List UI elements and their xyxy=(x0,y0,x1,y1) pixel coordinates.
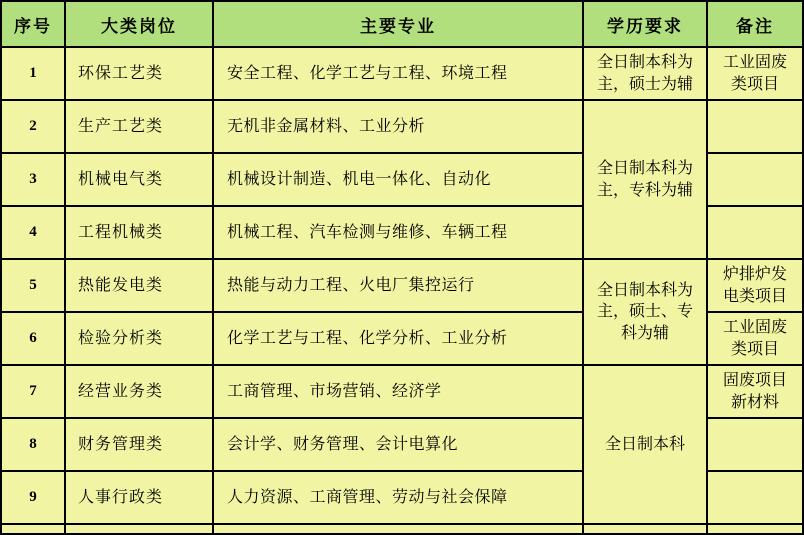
cell-category: 检验分析类 xyxy=(65,312,213,365)
cell-category: 工程机械类 xyxy=(65,206,213,259)
cell-remark xyxy=(707,153,803,206)
cell-majors: 工商管理、市场营销、经济学 xyxy=(213,365,583,418)
cell-majors xyxy=(213,524,583,534)
cell-remark: 工业固废类项目 xyxy=(707,312,803,365)
cell-remark xyxy=(707,524,803,534)
cell-education: 全日制本科为主，专科为辅 xyxy=(583,100,707,259)
cell-majors: 机械设计制造、机电一体化、自动化 xyxy=(213,153,583,206)
header-row xyxy=(1,1,803,47)
cell-remark xyxy=(707,418,803,471)
cell-category xyxy=(65,524,213,534)
header-majors: 主要专业 xyxy=(213,1,583,47)
cell-education xyxy=(583,524,707,534)
cell-no xyxy=(1,524,65,534)
cell-majors: 热能与动力工程、火电厂集控运行 xyxy=(213,259,583,312)
header-no: 序号 xyxy=(1,1,65,47)
cell-no: 6 xyxy=(1,312,65,365)
cell-no: 3 xyxy=(1,153,65,206)
cell-education: 全日制本科为主，硕士为辅 xyxy=(583,47,707,100)
cell-majors: 会计学、财务管理、会计电算化 xyxy=(213,418,583,471)
header-remark: 备注 xyxy=(707,1,803,47)
cell-remark xyxy=(707,471,803,524)
cell-category: 财务管理类 xyxy=(65,418,213,471)
cell-category: 经营业务类 xyxy=(65,365,213,418)
cell-no: 5 xyxy=(1,259,65,312)
cell-education: 全日制本科为主，硕士、专科为辅 xyxy=(583,259,707,365)
header-education: 学历要求 xyxy=(583,1,707,47)
cell-category: 环保工艺类 xyxy=(65,47,213,100)
table-row xyxy=(1,47,803,100)
cell-education: 全日制本科 xyxy=(583,365,707,524)
cell-no: 1 xyxy=(1,47,65,100)
cell-majors: 机械工程、汽车检测与维修、车辆工程 xyxy=(213,206,583,259)
cell-category: 热能发电类 xyxy=(65,259,213,312)
cell-remark xyxy=(707,100,803,153)
cell-no: 9 xyxy=(1,471,65,524)
cell-remark xyxy=(707,206,803,259)
cell-remark: 工业固废类项目 xyxy=(707,47,803,100)
cell-no: 8 xyxy=(1,418,65,471)
cell-remark: 固废项目新材料 xyxy=(707,365,803,418)
cell-category: 机械电气类 xyxy=(65,153,213,206)
cell-remark: 炉排炉发电类项目 xyxy=(707,259,803,312)
table-row xyxy=(1,259,803,312)
cell-no: 7 xyxy=(1,365,65,418)
cell-no: 4 xyxy=(1,206,65,259)
cell-majors: 无机非金属材料、工业分析 xyxy=(213,100,583,153)
cell-category: 人事行政类 xyxy=(65,471,213,524)
table-row xyxy=(1,100,803,153)
cell-majors: 化学工艺与工程、化学分析、工业分析 xyxy=(213,312,583,365)
partial-next-row xyxy=(1,524,803,534)
header-category: 大类岗位 xyxy=(65,1,213,47)
table-row xyxy=(1,365,803,418)
cell-category: 生产工艺类 xyxy=(65,100,213,153)
cell-no: 2 xyxy=(1,100,65,153)
cell-majors: 安全工程、化学工艺与工程、环境工程 xyxy=(213,47,583,100)
cell-majors: 人力资源、工商管理、劳动与社会保障 xyxy=(213,471,583,524)
